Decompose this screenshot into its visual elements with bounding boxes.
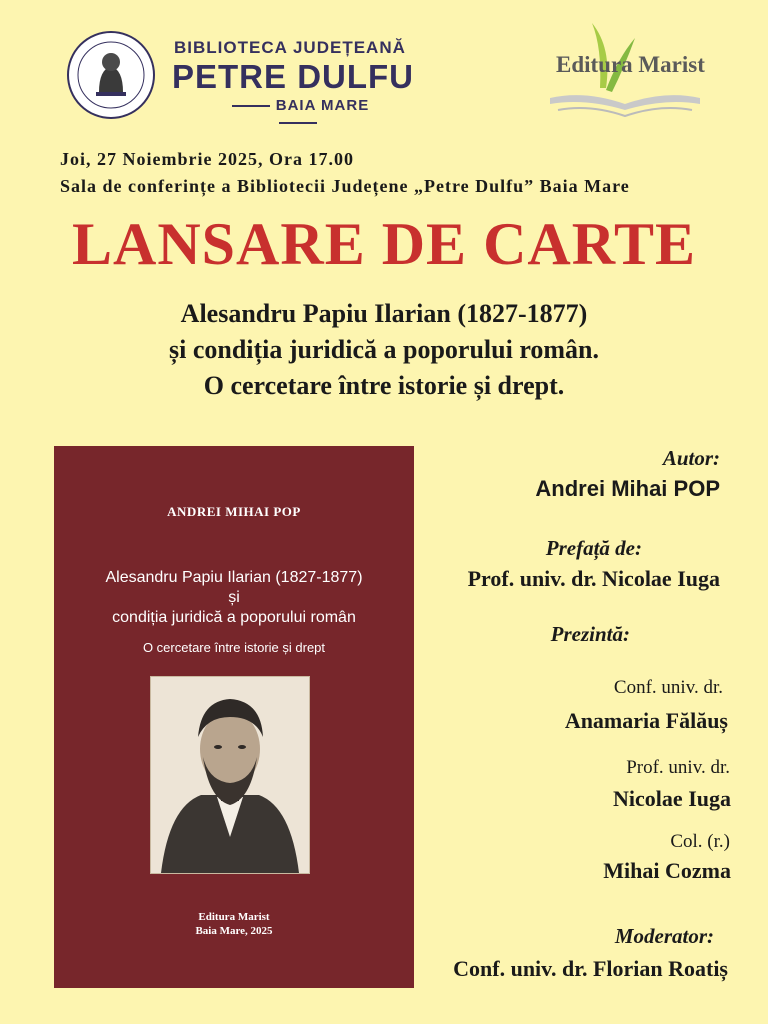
cover-subtitle: O cercetare între istorie și drept	[142, 640, 326, 655]
presenter-name: Nicolae Iuga	[613, 786, 731, 811]
portrait-image	[150, 676, 310, 874]
presenter-name: Mihai Cozma	[603, 858, 731, 883]
presenter-title: Prof. univ. dr.	[626, 757, 730, 778]
event-venue: Sala de conferințe a Bibliotecii Județene „Petre Dulfu” Baia Mare	[60, 176, 630, 196]
cover-author: ANDREI MIHAI POP	[167, 504, 301, 519]
library-name-line2: PETRE DULFU	[172, 58, 414, 95]
book-title-line: O cercetare între istorie și drept.	[203, 371, 565, 400]
book-title	[0, 296, 768, 404]
library-city	[205, 97, 390, 131]
cover-title-line: Alesandru Papiu Ilarian (1827-1877)	[105, 569, 363, 586]
publisher-name: Editura Marist	[556, 52, 705, 77]
library-seal-icon	[66, 30, 156, 120]
author-label: Autor:	[662, 446, 720, 470]
presenter-name: Anamaria Fălăuș	[564, 708, 728, 733]
book-title-line: și condiția juridică a poporului român.	[168, 335, 600, 364]
divider	[279, 122, 317, 124]
cover-publisher-place: Baia Mare, 2025	[195, 925, 273, 937]
cover-title-line: și	[228, 589, 240, 606]
presenter-title: Conf. univ. dr.	[613, 677, 723, 698]
cover-publisher	[54, 910, 414, 938]
cover-title-line: condiția juridică a poporului român	[112, 609, 356, 626]
library-city-text: BAIA MARE	[275, 97, 370, 114]
cover-title	[54, 568, 414, 628]
event-date: Joi, 27 Noiembrie 2025, Ora 17.00	[60, 149, 354, 169]
cover-publisher-name: Editura Marist	[198, 911, 270, 923]
book-title-line: Alesandru Papiu Ilarian (1827-1877)	[180, 299, 588, 328]
main-title: LANSARE DE CARTE	[72, 211, 696, 277]
preface-name: Prof. univ. dr. Nicolae Iuga	[467, 566, 720, 591]
divider	[232, 105, 270, 107]
moderator-name: Conf. univ. dr. Florian Roatiș	[453, 956, 728, 981]
presenter-title: Col. (r.)	[670, 831, 730, 852]
author-name: Andrei Mihai POP	[535, 476, 720, 501]
book-cover	[54, 446, 414, 988]
library-name-line1: BIBLIOTECA JUDEȚEANĂ	[174, 38, 406, 57]
presents-label: Prezintă:	[550, 622, 630, 646]
moderator-label: Moderator:	[614, 924, 714, 948]
preface-label: Prefață de:	[545, 536, 642, 560]
